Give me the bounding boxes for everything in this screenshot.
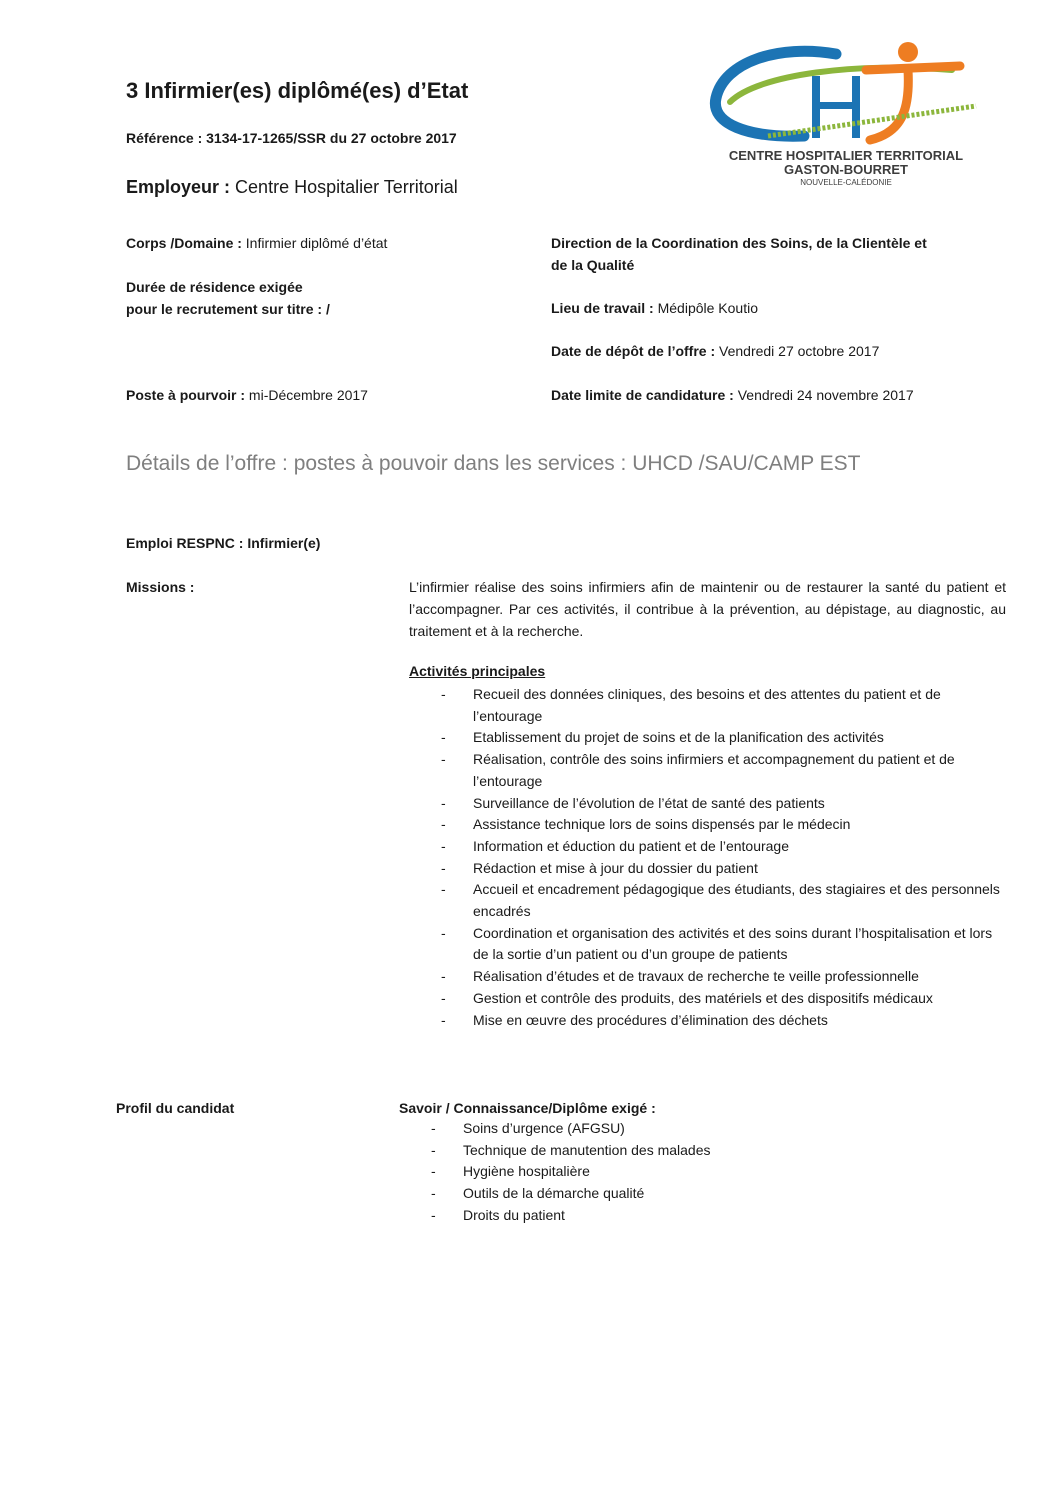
list-item-text: Droits du patient <box>463 1206 565 1223</box>
limite-field <box>551 384 914 406</box>
corps-value: Infirmier diplômé d’état <box>245 235 388 251</box>
emploi-text: Emploi RESPNC : Infirmier(e) <box>126 535 321 551</box>
dash-bullet: - <box>441 881 446 898</box>
list-item-text: Hygiène hospitalière <box>463 1163 590 1180</box>
list-item <box>441 879 1008 922</box>
lieu-label: Lieu de travail : <box>551 300 654 316</box>
details-heading: Détails de l’offre : postes à pouvoir dans les services : UHCD /SAU/CAMP EST <box>126 452 861 475</box>
list-item <box>431 1205 963 1227</box>
list-item <box>441 923 1008 966</box>
list-item-text: Recueil des données cliniques, des besoins et des attentes du patient et de l’entourage <box>473 686 941 724</box>
list-item <box>441 793 1008 815</box>
list-item-text: Etablissement du projet de soins et de la planification des activités <box>473 729 884 746</box>
list-item-text: Réalisation, contrôle des soins infirmiers et accompagnement du patient et de l’entourage <box>473 751 955 789</box>
dash-bullet: - <box>441 686 446 702</box>
missions-text: L’infirmier réalise des soins infirmiers afin de maintenir ou de restaurer la santé du patient et l’accompagner. Par ces activités, il contribue à la prévention, au dépistage, au diagnostic, au traitement et à la recherche. <box>409 579 1006 639</box>
profil-label <box>116 1097 234 1119</box>
dash-bullet: - <box>441 968 446 985</box>
direction-line-2: de la Qualité <box>551 257 635 273</box>
employer <box>126 177 458 198</box>
dash-bullet: - <box>431 1120 436 1136</box>
direction-field <box>551 232 927 276</box>
dash-bullet: - <box>431 1185 436 1202</box>
dash-bullet: - <box>441 1011 446 1028</box>
logo-line-2: GASTON-BOURRET <box>784 162 908 177</box>
list-item-text: Réalisation d’études et de travaux de recherche te veille professionnelle <box>473 968 919 985</box>
dash-bullet: - <box>441 859 446 876</box>
list-item-text: Assistance technique lors de soins dispensés par le médecin <box>473 816 851 833</box>
dash-bullet: - <box>441 816 446 833</box>
duree-label-1: Durée de résidence exigée <box>126 279 303 295</box>
list-item <box>441 749 1008 792</box>
list-item-text: Technique de manutention des malades <box>463 1141 711 1158</box>
savoir-list <box>431 1118 963 1227</box>
employer-value: Centre Hospitalier Territorial <box>235 177 458 197</box>
logo-line-1: CENTRE HOSPITALIER TERRITORIAL <box>728 148 964 163</box>
corps-label: Corps /Domaine : <box>126 235 242 251</box>
dash-bullet: - <box>431 1163 436 1180</box>
dash-bullet: - <box>441 989 446 1006</box>
list-item-text: Surveillance de l’évolution de l’état de santé des patients <box>473 794 825 811</box>
depot-field <box>551 340 879 362</box>
list-item <box>441 988 1008 1010</box>
list-item-text: Gestion et contrôle des produits, des matériels et des dispositifs médicaux <box>473 989 933 1006</box>
list-item <box>431 1140 963 1162</box>
limite-value: Vendredi 24 novembre 2017 <box>737 387 914 403</box>
poste-value: mi-Décembre 2017 <box>248 387 368 403</box>
duree-value: / <box>325 301 330 317</box>
lieu-value: Médipôle Koutio <box>657 300 758 316</box>
list-item-text: Outils de la démarche qualité <box>463 1185 645 1202</box>
missions-label-text: Missions : <box>126 579 195 595</box>
profil-label-text: Profil du candidat <box>116 1100 235 1116</box>
list-item-text: Soins d’urgence (AFGSU) <box>463 1120 625 1136</box>
missions-label <box>126 576 194 598</box>
dash-bullet: - <box>441 794 446 811</box>
emploi <box>126 532 320 554</box>
limite-label: Date limite de candidature : <box>551 387 734 403</box>
list-item <box>441 727 1008 749</box>
savoir-title <box>399 1097 656 1119</box>
list-item <box>441 684 1008 727</box>
activities-title: Activités principales <box>409 663 546 679</box>
list-item-text: Rédaction et mise à jour du dossier du patient <box>473 859 758 876</box>
dash-bullet: - <box>441 924 446 941</box>
dash-bullet: - <box>441 837 446 854</box>
dash-bullet: - <box>431 1206 436 1223</box>
direction-line-1: Direction de la Coordination des Soins, de la Clientèle et <box>551 235 927 251</box>
depot-value: Vendredi 27 octobre 2017 <box>719 343 880 359</box>
list-item-text: Information et éduction du patient et de l’entourage <box>473 837 789 854</box>
poste-field <box>126 384 368 406</box>
corps-field <box>126 232 387 254</box>
list-item <box>441 966 1008 988</box>
duree-field <box>126 276 330 320</box>
dash-bullet: - <box>441 729 446 746</box>
savoir-title-text: Savoir / Connaissance/Diplôme exigé : <box>399 1100 656 1116</box>
poste-label: Poste à pourvoir : <box>126 387 246 403</box>
list-item <box>441 836 1008 858</box>
list-item <box>441 1010 1008 1032</box>
hospital-logo <box>708 40 984 190</box>
list-item <box>431 1118 963 1140</box>
duree-label-2: pour le recrutement sur titre : <box>126 301 323 317</box>
activities-list <box>441 684 1008 1031</box>
list-item <box>431 1183 963 1205</box>
list-item-text: Coordination et organisation des activités et des soins durant l’hospitalisation et lors de la sortie d’un patient ou d’un groupe de patients <box>473 924 993 963</box>
page-title: 3 Infirmier(es) diplômé(es) d’Etat <box>126 78 469 103</box>
logo-graphic <box>708 40 984 190</box>
list-item <box>441 814 1008 836</box>
list-item <box>441 858 1008 880</box>
list-item-text: Mise en œuvre des procédures d’élimination des déchets <box>473 1011 828 1028</box>
employer-label: Employeur : <box>126 177 231 197</box>
logo-line-3: NOUVELLE-CALÉDONIE <box>800 178 892 187</box>
reference: Référence : 3134-17-1265/SSR du 27 octobre 2017 <box>126 130 457 146</box>
dash-bullet: - <box>431 1141 436 1158</box>
depot-label: Date de dépôt de l’offre : <box>551 343 716 359</box>
list-item <box>431 1161 963 1183</box>
list-item-text: Accueil et encadrement pédagogique des étudiants, des stagiaires et des personnels encadrés <box>473 881 1000 920</box>
dash-bullet: - <box>441 751 446 768</box>
lieu-field <box>551 297 758 319</box>
